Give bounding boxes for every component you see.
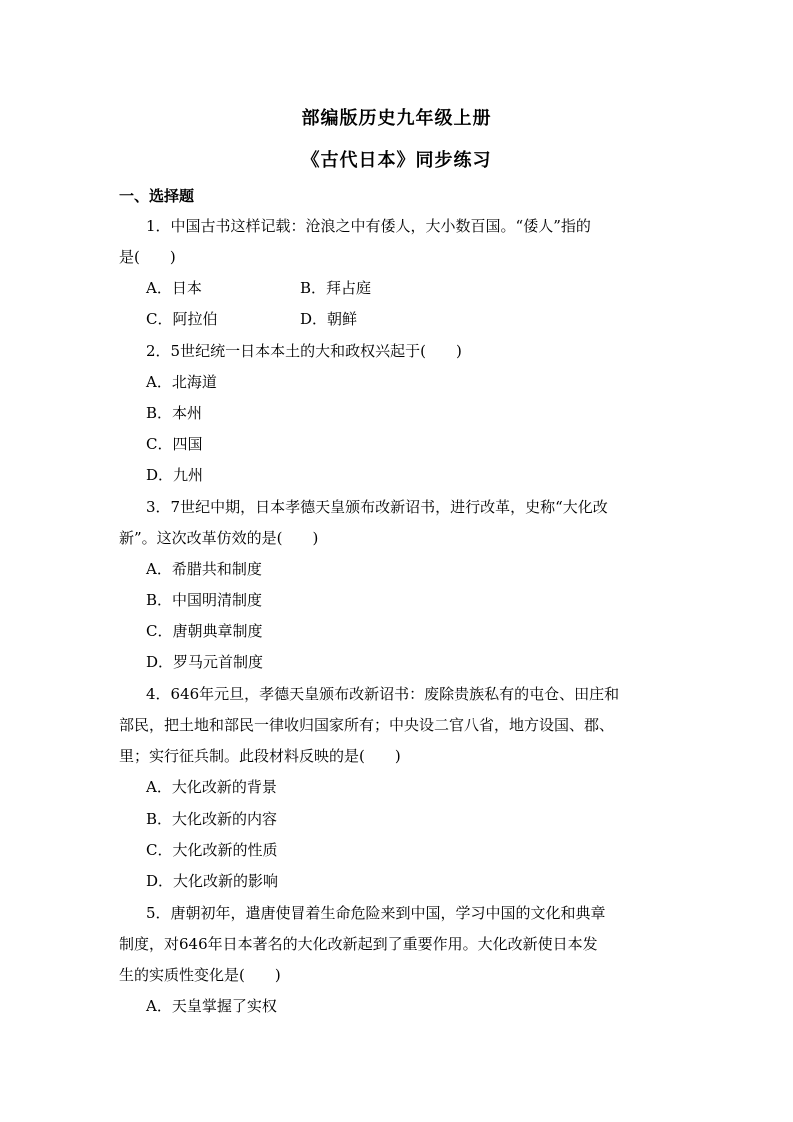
question-5-stem-cont: 生的实质性变化是( ) bbox=[119, 966, 281, 984]
question-4-stem-cont: 部民，把土地和部民一律收归国家所有；中央设二官八省，地方设国、郡、 bbox=[119, 716, 615, 734]
question-1-stem-cont: 是( ) bbox=[119, 248, 176, 266]
question-1-stem: 1．中国古书这样记载：沧浪之中有倭人，大小数百国。“倭人”指的 bbox=[146, 217, 591, 235]
question-2-option-c: C．四国 bbox=[146, 435, 203, 453]
question-2-option-d: D．九州 bbox=[146, 466, 204, 484]
question-4-stem-cont: 里；实行征兵制。此段材料反映的是( ) bbox=[119, 747, 401, 765]
section-heading: 一、选择题 bbox=[119, 187, 195, 205]
question-5-option-a: A．天皇掌握了实权 bbox=[146, 997, 277, 1015]
question-4-option-d: D．大化改新的影响 bbox=[146, 872, 279, 890]
document-title: 部编版历史九年级上册 bbox=[301, 108, 492, 129]
question-4-option-b: B．大化改新的内容 bbox=[146, 810, 278, 828]
question-1-option-c: C．阿拉伯 bbox=[146, 310, 218, 328]
question-3-option-c: C．唐朝典章制度 bbox=[146, 622, 263, 640]
question-5-stem: 5．唐朝初年，遣唐使冒着生命危险来到中国，学习中国的文化和典章 bbox=[146, 904, 606, 922]
question-1-option-b: B．拜占庭 bbox=[300, 279, 372, 297]
question-4-stem: 4．646年元旦，孝德天皇颁布改新诏书：废除贵族私有的屯仓、田庄和 bbox=[146, 685, 620, 703]
question-4-option-a: A．大化改新的背景 bbox=[146, 778, 277, 796]
document-subtitle: 《古代日本》同步练习 bbox=[301, 150, 492, 171]
question-3-stem-cont: 新”。这次改革仿效的是( ) bbox=[119, 529, 319, 547]
question-2-option-b: B．本州 bbox=[146, 404, 203, 422]
question-4-option-c: C．大化改新的性质 bbox=[146, 841, 278, 859]
question-3-option-d: D．罗马元首制度 bbox=[146, 653, 264, 671]
question-3-option-b: B．中国明清制度 bbox=[146, 591, 263, 609]
question-1-option-a: A．日本 bbox=[146, 279, 202, 297]
question-2-stem: 2．5世纪统一日本本土的大和政权兴起于( ) bbox=[146, 342, 462, 360]
question-2-option-a: A．北海道 bbox=[146, 373, 217, 391]
question-3-option-a: A．希腊共和制度 bbox=[146, 560, 262, 578]
question-1-option-d: D．朝鲜 bbox=[300, 310, 358, 328]
question-3-stem: 3．7世纪中期，日本孝德天皇颁布改新诏书，进行改革，史称“大化改 bbox=[146, 498, 608, 516]
question-5-stem-cont: 制度，对646年日本著名的大化改新起到了重要作用。大化改新使日本发 bbox=[119, 935, 598, 953]
